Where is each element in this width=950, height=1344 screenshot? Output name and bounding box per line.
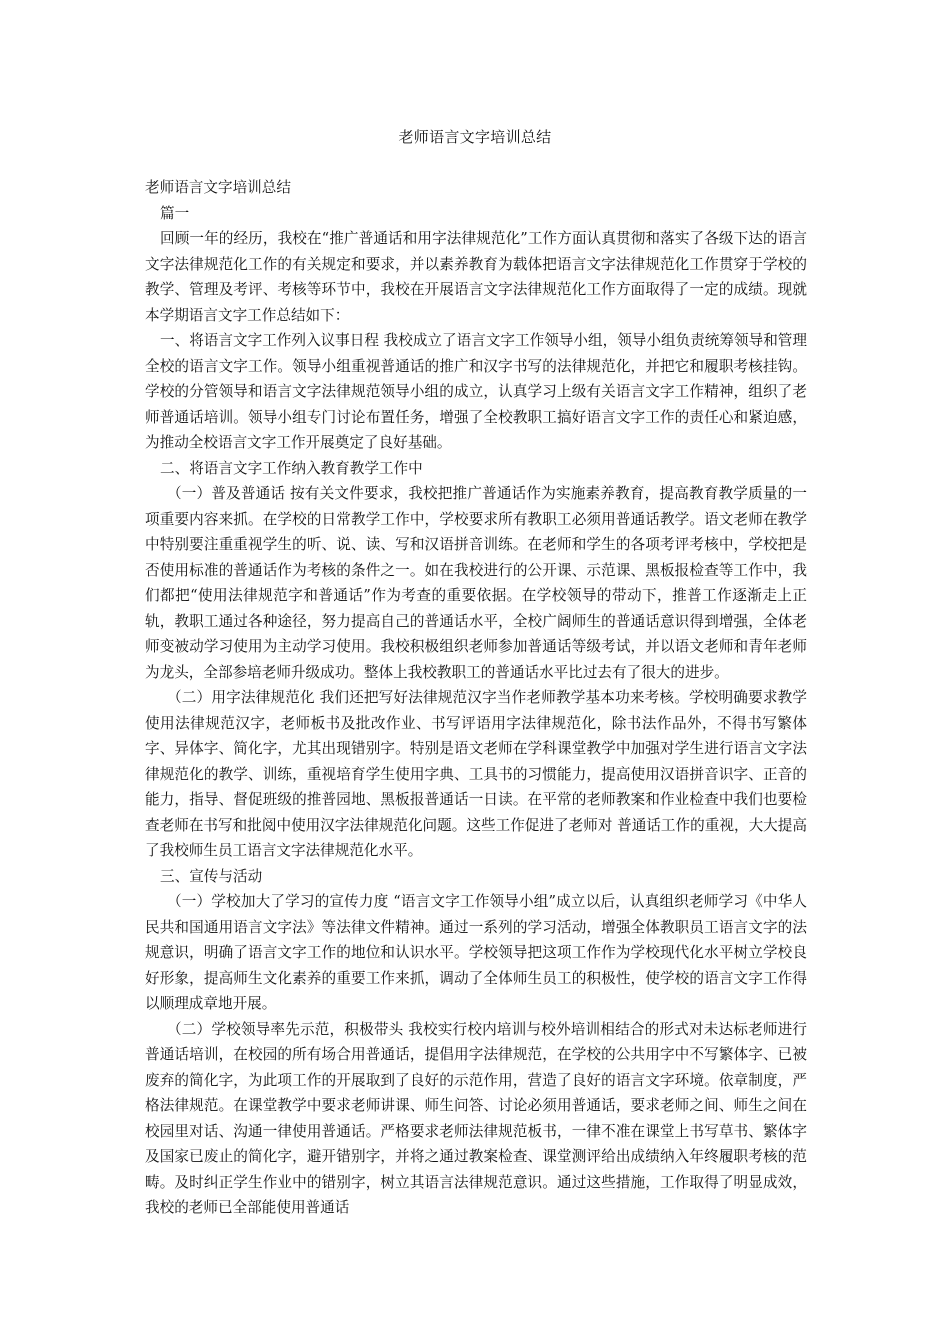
section-label: 篇一 bbox=[160, 204, 190, 222]
section-two-heading: 二、将语言文字工作纳入教育教学工作中 bbox=[160, 459, 423, 477]
section-three-part-two: （二）学校领导率先示范，积极带头 我校实行校内培训与校外培训相结合的形式对未达标老师进行普通话培训，在校园的所有场合用普通话，提倡用字法律规范，在学校的公共用字中不写繁体字、已被废弃的简化字，为此项工作的开展取到了良好的示范作用，营造了良好的语言文字环境。依章制度，严格法律规范。在课堂教学中要求老师讲课、师生问答、讨论必须用普通话，要求老师之间、师生之间在校园里对话、沟通一律使用普通话。严格要求老师法律规范板书，一律不准在课堂上书写草书、繁体字及国家已废止的简化字，避开错别字，并将之通过教案检查、课堂测评给出成绩纳入年终履职考核的范畴。及时纠正学生作业中的错别字，树立其语言法律规范意识。通过这些措施，工作取得了明显成效，我校的老师已全部能使用普通话 bbox=[145, 1020, 807, 1216]
section-two-part-two: （二）用字法律规范化 我们还把写好法律规范汉字当作老师教学基本功来考核。学校明确要求教学使用法律规范汉字，老师板书及批改作业、书写评语用字法律规范化，除书法作品外，不得书写繁体字、异体字、简化字，尤其出现错别字。特别是语文老师在学科课堂教学中加强对学生进行语言文字法律规范化的教学、训练，重视培育学生使用字典、工具书的习惯能力，提高使用汉语拼音识字、正音的能力，指导、督促班级的推普园地、黑板报普通话一日读。在平常的老师教案和作业检查中我们也要检查老师在书写和批阅中使用汉字法律规范化问题。这些工作促进了老师对 普通话工作的重视，大大提高了我校师生员工语言文字法律规范化水平。 bbox=[145, 689, 807, 859]
section-two-part-one: （一）普及普通话 按有关文件要求，我校把推广普通话作为实施素养教育，提高教育教学质量的一项重要内容来抓。在学校的日常教学工作中，学校要求所有教职工必须用普通话教学。语文老师在教学中特别要注重重视学生的听、说、读、写和汉语拼音训练。在老师和学生的各项考评考核中，学校把是否使用标准的普通话作为考核的条件之一。如在我校进行的公开课、示范课、黑板报检查等工作中，我们都把“使用法律规范字和普通话”作为考查的重要依据。在学校领导的带动下，推普工作逐渐走上正轨，教职工通过各种途径，努力提高自己的普通话水平，全校广阔师生的普通话意识得到增强，全体老师变被动学习使用为主动学习使用。我校积极组织老师参加普通话等级考试，并以语文老师和青年老师为龙头，全部参培老师升级成功。整体上我校教职工的普通话水平比过去有了很大的进步。 bbox=[145, 485, 807, 681]
section-one-paragraph: 一、将语言文字工作列入议事日程 我校成立了语言文字工作领导小组，领导小组负责统筹领导和管理全校的语言文字工作。领导小组重视普通话的推广和汉字书写的法律规范化，并把它和履职考核挂钩。学校的分管领导和语言文字法律规范领导小组的成立，认真学习上级有关语言文字工作精神，组织了老师普通话培训。领导小组专门讨论布置任务，增强了全校教职工搞好语言文字工作的责任心和紧迫感，为推动全校语言文字工作开展奠定了良好基础。 bbox=[145, 332, 807, 451]
section-three-part-one: （一）学校加大了学习的宣传力度 “语言文字工作领导小组”成立以后，认真组织老师学习《中华人民共和国通用语言文字法》等法律文件精神。通过一系列的学习活动，增强全体教职员工语言文字的法规意识，明确了语言文字工作的地位和认识水平。学校领导把这项工作作为学校现代化水平树立学校良好形象，提高师生文化素养的重要工作来抓，调动了全体师生员工的积极性，使学校的语言文字工作得以顺理成章地开展。 bbox=[145, 893, 807, 1012]
document-title: 老师语言文字培训总结 bbox=[398, 128, 552, 146]
section-three-heading: 三、宣传与活动 bbox=[160, 867, 263, 885]
body-heading: 老师语言文字培训总结 bbox=[145, 179, 291, 196]
intro-paragraph: 回顾一年的经历，我校在“推广普通话和用字法律规范化”工作方面认真贯彻和落实了各级下达的语言文字法律规范化工作的有关规定和要求，并以素养教育为载体把语言文字法律规范化工作贯穿于学校的教学、管理及考评、考核等环节中，我校在开展语言文字法律规范化工作方面取得了一定的成绩。现就本学期语言文字工作总结如下： bbox=[145, 230, 807, 324]
document-body bbox=[145, 175, 807, 1221]
